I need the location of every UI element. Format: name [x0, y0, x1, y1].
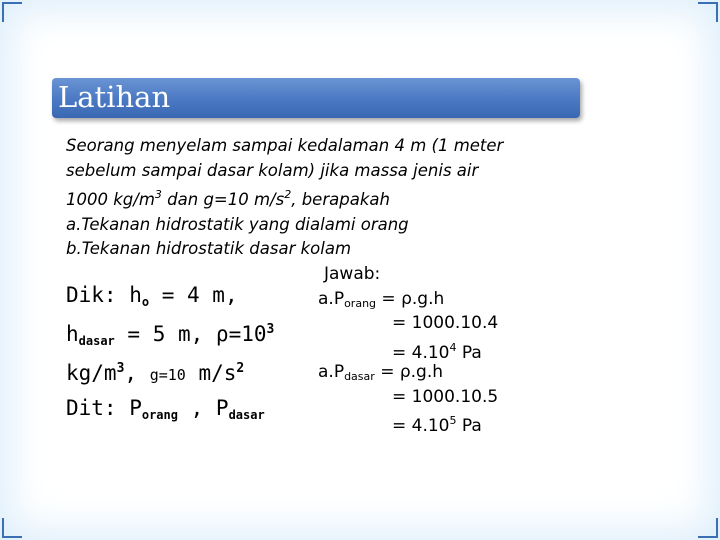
answer-b-exponent: 5 — [449, 414, 457, 427]
answer-a-formula: = ρ.g.h — [376, 288, 445, 309]
known-line — [66, 355, 274, 389]
answer-a-result: = 4.10 — [392, 342, 450, 363]
rho-exponent: 3 — [266, 322, 275, 337]
problem-text: dan g=10 m/s — [161, 190, 285, 209]
h-subscript: o — [141, 295, 150, 309]
answer-a-label: a.P — [318, 288, 345, 309]
corner-decoration — [698, 2, 718, 22]
g-value: g=10 — [149, 366, 186, 384]
answer-block — [318, 262, 548, 434]
unit-text: kg/m — [66, 361, 117, 385]
problem-exponent: 2 — [284, 188, 292, 201]
dit-label: Dit: P — [66, 396, 142, 420]
h2-label: h — [66, 322, 79, 346]
problem-line: sebelum sampai dasar kolam) jika massa jenis air — [66, 160, 479, 180]
h-value: = 4 m, — [149, 283, 238, 307]
answer-b-formula: = ρ.g.h — [374, 362, 444, 382]
problem-line — [66, 183, 626, 213]
corner-decoration — [2, 2, 22, 22]
answer-line: = 1000.10.4 — [392, 313, 499, 333]
g-separator: , — [124, 361, 150, 385]
p2-subscript: dasar — [228, 408, 265, 422]
asked-values — [66, 396, 265, 422]
dik-label: Dik: h — [66, 283, 142, 307]
problem-line: Seorang menyelam sampai kedalaman 4 m (1 meter — [66, 136, 504, 155]
answer-b-result: = 4.10 — [392, 416, 450, 436]
answer-line — [318, 409, 548, 434]
answer-line — [318, 336, 548, 361]
problem-line: b.Tekanan hidrostatik dasar kolam — [66, 239, 352, 258]
answer-b-label: a.P — [318, 362, 345, 382]
g-unit: m/s — [185, 361, 237, 385]
title-banner — [52, 78, 580, 118]
g-exponent: 2 — [236, 361, 245, 376]
known-line — [66, 316, 274, 355]
answer-a-exponent: 4 — [449, 340, 457, 354]
answer-b-subscript: dasar — [344, 370, 375, 383]
corner-decoration — [698, 518, 718, 538]
answer-line — [318, 287, 548, 312]
answer-a-unit: Pa — [456, 342, 482, 363]
problem-text: , berapakah — [291, 190, 390, 209]
unit-exponent: 3 — [116, 361, 125, 376]
corner-decoration — [2, 518, 22, 538]
dit-separator: , P — [177, 396, 229, 420]
known-line — [66, 282, 274, 316]
answer-b-unit: Pa — [456, 416, 482, 436]
h2-value: = 5 m, ρ=10 — [114, 322, 267, 346]
p1-subscript: orang — [141, 408, 178, 422]
slide-title: Latihan — [58, 80, 171, 114]
known-values — [66, 282, 274, 389]
answer-line — [318, 360, 548, 385]
h2-subscript: dasar — [78, 334, 115, 348]
problem-text: 1000 kg/m — [66, 190, 155, 209]
answer-a-subscript: orang — [344, 296, 377, 310]
problem-line: a.Tekanan hidrostatik yang dialami orang — [66, 214, 409, 234]
answer-title: Jawab: — [324, 264, 381, 284]
problem-exponent: 3 — [154, 188, 162, 201]
answer-line: = 1000.10.5 — [392, 386, 499, 407]
problem-statement — [66, 134, 626, 262]
